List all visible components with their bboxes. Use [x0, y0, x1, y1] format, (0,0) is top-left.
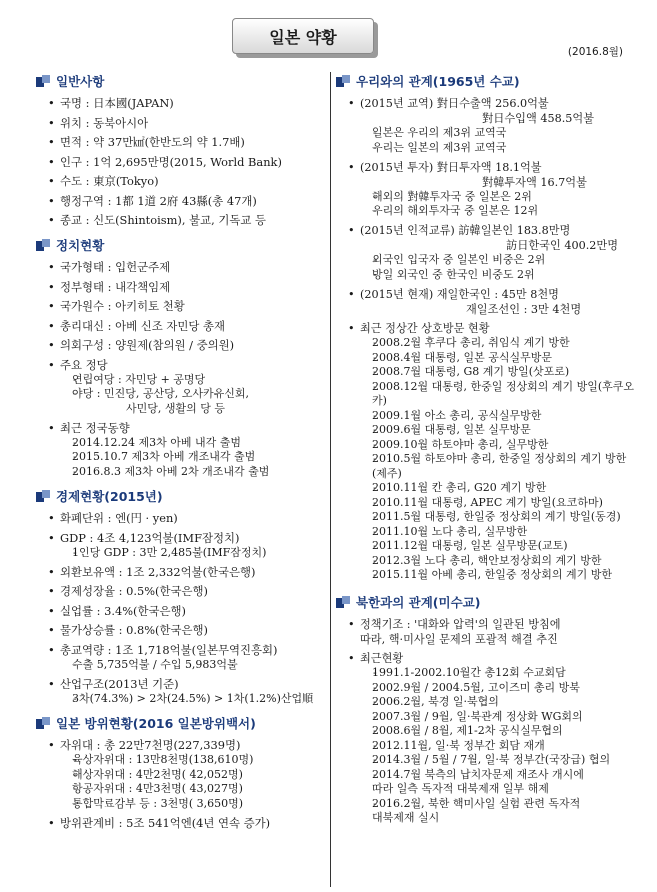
nk-list: [336, 617, 636, 826]
section-heading: 경제현황(2015년): [36, 487, 326, 505]
list-item: • 최근 정상간 상호방문 현황 - 2008.2월 후쿠다 총리, 취임식 계기 방한 - 2008.4월 대통령, 일본 공식실무방문 - 2008.7월 대통령, G8 계기 방일(삿포로) - 2008.12월 대통령, 한중일 정상회의 계기 방일(후쿠오카) - 2009.1월 아소 총리, 공식실무방한 - 2009.6월 대통령, 일본 실무방문 - 2009.10월 하토야마 총리, 실무방한 - 2010.5월 하토야마 총리, 한중일 정상회의 계기 방한(제주) - 2010.11월 칸 총리, G20 계기 방한 - 2010.11월 대통령, APEC 계기 방일(요코하마) - 2011.5월 대통령, 한일중 정상회의 계기 방일(동경) - 2011.10월 노다 총리, 실무방한 - 2011.12월 대통령, 일본 실무방문(교토) - 2012.3월 노다 총리, 핵안보정상회의 계기 방한 - 2015.11월 아베 총리, 한일중 정상회의 계기 방한: [336, 321, 636, 583]
list-item: • 국명 : 日本國(JAPAN): [36, 96, 326, 111]
list-item: • (2015년 투자) 對日투자액 18.1억불 對韓투자액 16.7억불 - 해외의 對韓투자국 중 일본은 2위 - 우리의 해외투자국 중 일본은 12위: [336, 160, 636, 219]
section-bullet-icon: [336, 75, 350, 87]
cabinet-label: • 최근 정국동향: [60, 420, 130, 435]
left-column: [36, 72, 326, 839]
visit-item: - 2008.2월 후쿠다 총리, 취임식 계기 방한: [360, 336, 636, 351]
list-item: • (2015년 현재) 재일한국인 : 45만 8천명 재일조선인 : 3만 4천명: [336, 287, 636, 317]
sub-item: - 일본은 우리의 제3위 교역국: [360, 126, 636, 141]
sub-item: - 우리는 일본의 제3위 교역국: [360, 141, 636, 156]
status-item: - 2014.7월 북측의 납치자문제 재조사 개시에 따라 일측 독자적 대북제재 일부 해제: [360, 768, 636, 797]
visit-item: - 2011.12월 대통령, 일본 실무방문(교토): [360, 539, 636, 554]
visit-item: - 2008.4월 대통령, 일본 공식실무방문: [360, 351, 636, 366]
section-heading: 일반사항: [36, 72, 326, 90]
sub-item: - 우리의 해외투자국 중 일본은 12위: [360, 204, 636, 219]
list-item: • 종교 : 신도(Shintoism), 불교, 기독교 등: [36, 213, 326, 228]
status-item: - 2007.3월 / 9월, 일·북관계 정상화 WG회의: [360, 710, 636, 725]
status-item: - 2012.11월, 일·북 정부간 회담 재개: [360, 739, 636, 754]
sub-item: - 항공자위대 : 4만3천명( 43,027명): [60, 782, 326, 797]
visit-item: - 2008.7월 대통령, G8 계기 방일(삿포로): [360, 365, 636, 380]
list-item: • 의회구성 : 양원제(참의원 / 중의원): [36, 338, 326, 353]
visit-item: - 2008.12월 대통령, 한중일 정상회의 계기 방일(후쿠오카): [360, 380, 636, 409]
sub-item: - 방일 외국인 중 한국인 비중도 2위: [360, 268, 636, 283]
visit-item: - 2010.5월 하토야마 총리, 한중일 정상회의 계기 방한(제주): [360, 452, 636, 481]
list-item: • 물가상승률 : 0.8%(한국은행): [36, 623, 326, 638]
section-bullet-icon: [36, 717, 50, 729]
sub-item: - 해상자위대 : 4만2천명( 42,052명): [60, 768, 326, 783]
list-item: • 위치 : 동북아시아: [36, 116, 326, 131]
sub-item: - 2015.10.7 제3차 아베 개조내각 출범: [60, 450, 326, 465]
sub-item: - 통합막료감부 등 : 3천명( 3,650명): [60, 797, 326, 812]
list-item: • 산업구조(2013년 기준) - 3차(74.3%) > 2차(24.5%) > 1차(1.2%)산업順: [36, 677, 326, 707]
visit-item: - 2009.1월 아소 총리, 공식실무방한: [360, 409, 636, 424]
list-item: • 자위대 : 총 22만7천명(227,339명) - 육상자위대 : 13만8천명(138,610명) - 해상자위대 : 4만2천명( 42,052명) - 항공자위대 : 4만3천명( 43,027명) - 통합막료감부 등 : 3천명( 3,650명): [36, 738, 326, 811]
page-title: 일본 약황: [269, 27, 337, 47]
visit-item: - 2011.5월 대통령, 한일중 정상회의 계기 방일(동경): [360, 510, 636, 525]
section-heading: 일본 방위현황(2016 일본방위백서): [36, 714, 326, 732]
section-north-korea: [336, 593, 636, 826]
politics-list: [36, 260, 326, 479]
visit-item: - 2009.10월 하토야마 총리, 실무방한: [360, 438, 636, 453]
list-item: [36, 358, 326, 417]
sub-item: - 수출 5,735억불 / 수입 5,983억불: [60, 658, 326, 673]
sub-item: - 외국인 입국자 중 일본인 비중은 2위: [360, 253, 636, 268]
list-item: • 경제성장율 : 0.5%(한국은행): [36, 584, 326, 599]
list-item: • (2015년 교역) 對日수출액 256.0억불 對日수입액 458.5억불 - 일본은 우리의 제3위 교역국 - 우리는 일본의 제3위 교역국: [336, 96, 636, 155]
list-item: • 수도 : 東京(Tokyo): [36, 174, 326, 189]
list-item: • 정부형태 : 내각책임제: [36, 280, 326, 295]
status-item: - 2014.3월 / 5월 / 7월, 일·북 정부간(국장급) 협의: [360, 753, 636, 768]
parties-label: • 주요 정당: [60, 357, 108, 372]
list-item: • 면적 : 약 37만㎢(한반도의 약 1.7배): [36, 135, 326, 150]
nk-status-list: [360, 666, 636, 826]
sub-item: - 2014.12.24 제3차 아베 내각 출범: [60, 436, 326, 451]
list-item: [36, 421, 326, 480]
visits-list: [360, 336, 636, 583]
visit-item: - 2012.3월 노다 총리, 핵안보정상회의 계기 방한: [360, 554, 636, 569]
list-item: • 총리대신 : 아베 신조 자민당 총재: [36, 319, 326, 334]
right-column: [336, 72, 636, 834]
list-item: • 국가원수 : 아키히토 천황: [36, 299, 326, 314]
section-bullet-icon: [36, 490, 50, 502]
general-list: [36, 96, 326, 228]
list-item: • 국가형태 : 입헌군주제: [36, 260, 326, 275]
list-item: • (2015년 인적교류) 訪韓일본인 183.8만명 訪日한국인 400.2만명 - 외국인 입국자 중 일본인 비중은 2위 - 방일 외국인 중 한국인 비중도 2위: [336, 223, 636, 282]
visit-item: - 2010.11월 대통령, APEC 계기 방일(요코하마): [360, 496, 636, 511]
visit-item: - 2011.10월 노다 총리, 실무방한: [360, 525, 636, 540]
status-item: - 2006.2월, 북경 일·북협의: [360, 695, 636, 710]
visit-item: - 2015.11월 아베 총리, 한일중 정상회의 계기 방한: [360, 568, 636, 583]
sub-item: - 2016.8.3 제3차 아베 2차 개조내각 출범: [60, 465, 326, 480]
list-item: • 정책기조 : '대화와 압력'의 일관된 방침에 따라, 핵·미사일 문제의 포괄적 해결 추진: [336, 617, 636, 647]
section-bullet-icon: [36, 75, 50, 87]
relations-list: [336, 96, 636, 583]
section-relations: [336, 72, 636, 583]
list-item: • 화폐단위 : 엔(円 · yen): [36, 511, 326, 526]
visit-item: - 2009.6월 대통령, 일본 실무방문: [360, 423, 636, 438]
sub-item: - 3차(74.3%) > 2차(24.5%) > 1차(1.2%)산업順: [60, 692, 326, 707]
list-item: • 최근현황 - 1991.1-2002.10월간 총12회 수교회담 - 2002.9월 / 2004.5월, 고이즈미 총리 방북 - 2006.2월, 북경 일·북협의 - 2007.3월 / 9월, 일·북관계 정상화 WG회의 - 2008.6월 / 8월, 제1-2차 공식실무협의 - 2012.11월, 일·북 정부간 회담 재개 - 2014.3월 / 5월 / 7월, 일·북 정부간(국장급) 협의 - 2014.7월 북측의 납치자문제 재조사 개시에 따라 일측 독자적 대북제재 일부 해제 - 2016.2월, 북한 핵미사일 실험 관련 독자적 대북제재 실시: [336, 651, 636, 826]
section-economy: [36, 487, 326, 706]
section-heading: 정치현황: [36, 236, 326, 254]
status-item: - 2002.9월 / 2004.5월, 고이즈미 총리 방북: [360, 681, 636, 696]
economy-list: [36, 511, 326, 706]
report-date: (2016.8월): [567, 46, 623, 58]
section-politics: [36, 236, 326, 479]
page-title-box: [232, 18, 374, 54]
list-item: • 외환보유액 : 1조 2,332억불(한국은행): [36, 565, 326, 580]
list-item: • 실업률 : 3.4%(한국은행): [36, 604, 326, 619]
visit-item: - 2010.11월 칸 총리, G20 계기 방한: [360, 481, 636, 496]
section-heading: 북한과의 관계(미수교): [336, 593, 636, 611]
list-item: • 행정구역 : 1都 1道 2府 43縣(총 47개): [36, 194, 326, 209]
sub-item: - 야당 : 민진당, 공산당, 오사카유신회, 사민당, 생활의 당 등: [60, 387, 326, 416]
list-item: • GDP : 4조 4,123억불(IMF잠정치) - 1인당 GDP : 3만 2,485불(IMF잠정치): [36, 531, 326, 561]
status-item: - 2008.6월 / 8월, 제1-2차 공식실무협의: [360, 724, 636, 739]
section-bullet-icon: [36, 239, 50, 251]
sub-item: - 연립여당 : 자민당 + 공명당: [60, 373, 326, 388]
defense-list: [36, 738, 326, 831]
sub-item: - 1인당 GDP : 3만 2,485불(IMF잠정치): [60, 546, 326, 561]
list-item: • 총교역량 : 1조 1,718억불(일본무역진흥회) - 수출 5,735억불 / 수입 5,983억불: [36, 643, 326, 673]
list-item: • 방위관계비 : 5조 541억엔(4년 연속 증가): [36, 816, 326, 831]
section-defense: [36, 714, 326, 831]
section-bullet-icon: [336, 596, 350, 608]
status-item: - 2016.2월, 북한 핵미사일 실험 관련 독자적 대북제재 실시: [360, 797, 636, 826]
status-item: - 1991.1-2002.10월간 총12회 수교회담: [360, 666, 636, 681]
list-item: • 인구 : 1억 2,695만명(2015, World Bank): [36, 155, 326, 170]
sub-item: - 해외의 對韓투자국 중 일본은 2위: [360, 190, 636, 205]
sub-item: - 육상자위대 : 13만8천명(138,610명): [60, 753, 326, 768]
column-divider: [330, 72, 331, 887]
section-general: [36, 72, 326, 228]
section-heading: 우리와의 관계(1965년 수교): [336, 72, 636, 90]
